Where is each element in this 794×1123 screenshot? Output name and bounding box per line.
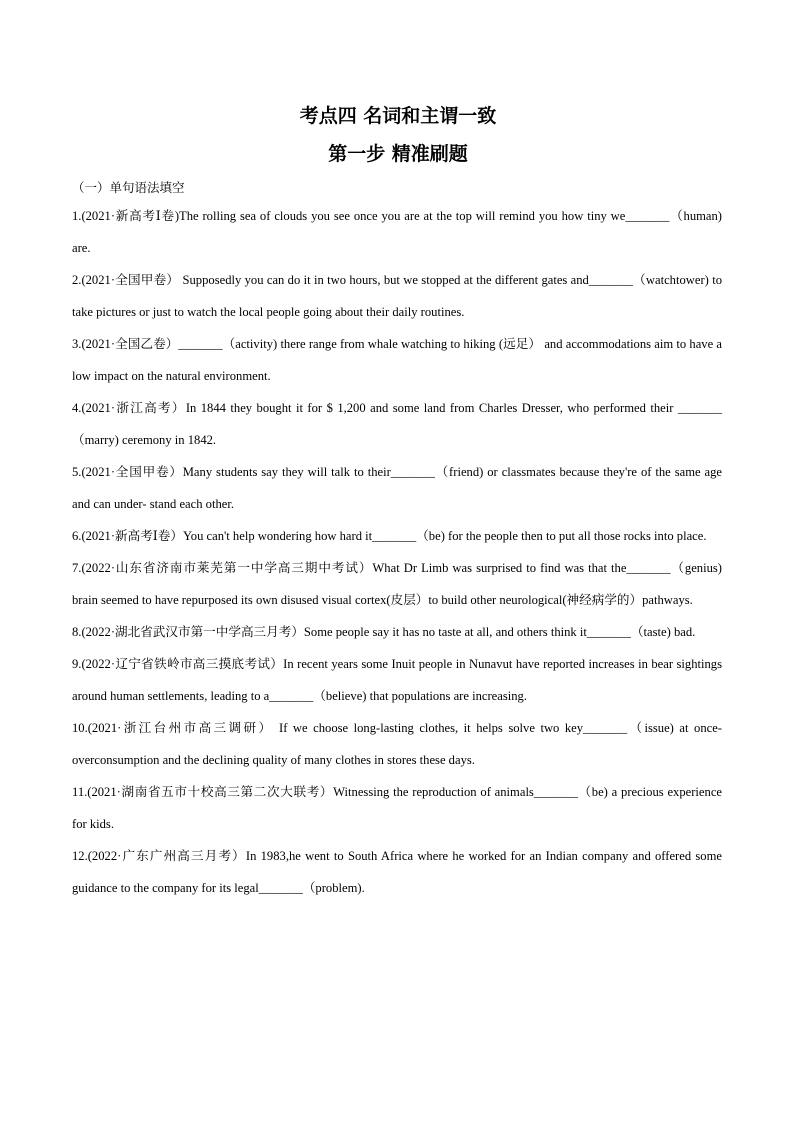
page-title: 考点四 名词和主谓一致 — [299, 105, 497, 127]
question-item-4: 4.(2021·浙江高考）In 1844 they bought it for $ 1,200 and some land from Charles Dresser, who performed their _______（marry) ceremony in 1842. — [72, 401, 722, 447]
question-item-5: 5.(2021·全国甲卷）Many students say they will talk to their_______（friend) or classmates because they're of the same age and can under- stand each other. — [72, 465, 722, 511]
question-item-2: 2.(2021·全国甲卷） Supposedly you can do it in two hours, but we stopped at the different gates and_______（watchtower) to take pictures or just to watch the local people going about their daily routines. — [72, 273, 722, 319]
document-page — [72, 100, 722, 904]
question-item-12: 12.(2022·广东广州高三月考）In 1983,he went to South Africa where he worked for an Indian company and offered some guidance to the company for its legal_______（problem). — [72, 849, 722, 895]
question-item-7: 7.(2022·山东省济南市莱芜第一中学高三期中考试）What Dr Limb was surprised to find was that the_______（genius) brain seemed to have repurposed its own disused visual cortex(皮层）to build other neurological(神经病学的）pathways. — [72, 561, 722, 607]
question-item-9: 9.(2022·辽宁省铁岭市高三摸底考试）In recent years some Inuit people in Nunavut have reported increases in bear sightings around human settlements, leading to a_______（believe) that populations are increasing. — [72, 657, 722, 703]
question-item-6: 6.(2021·新高考Ⅰ卷）You can't help wondering how hard it_______（be) for the people then to put all those rocks into place. — [72, 529, 707, 543]
question-item-11: 11.(2021·湖南省五市十校高三第二次大联考）Witnessing the reproduction of animals_______（be) a precious experience for kids. — [72, 785, 722, 831]
section-heading: （一）单句语法填空 — [72, 180, 185, 195]
question-item-8: 8.(2022·湖北省武汉市第一中学高三月考）Some people say it has no taste at all, and others think it_______（taste) bad. — [72, 625, 696, 639]
question-item-3: 3.(2021·全国乙卷）_______（activity) there range from whale watching to hiking (远足） and accommodations aim to have a low impact on the natural environment. — [72, 337, 722, 383]
question-item-1: 1.(2021·新高考Ⅰ卷)The rolling sea of clouds you see once you are at the top will remind you how tiny we_______（human) are. — [72, 209, 722, 255]
page-subtitle: 第一步 精准刷题 — [328, 143, 468, 165]
question-list — [72, 200, 722, 904]
question-item-10: 10.(2021·浙江台州市高三调研） If we choose long-lasting clothes, it helps solve two key_______（issue) at once-overconsumption and the declining quality of many clothes in stores these days. — [72, 721, 722, 767]
